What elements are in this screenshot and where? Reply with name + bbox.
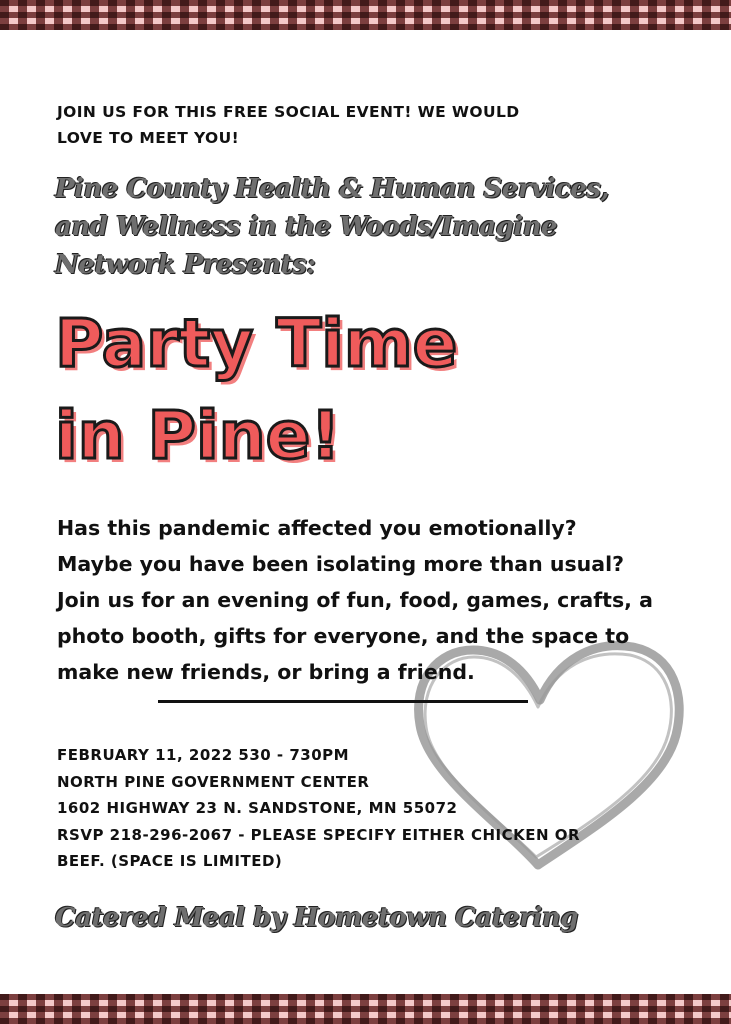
description-line: Has this pandemic affected you emotionally? xyxy=(57,516,577,540)
event-venue: NORTH PINE GOVERNMENT CENTER xyxy=(57,772,370,791)
presenters-line: Pine County Health & Human Services, xyxy=(55,174,610,204)
description-line: photo booth, gifts for everyone, and the space to xyxy=(57,624,630,648)
event-rsvp: RSVP 218-296-2067 - PLEASE SPECIFY EITHER CHICKEN OR xyxy=(57,825,581,844)
event-date-time: FEBRUARY 11, 2022 530 - 730PM xyxy=(57,746,350,764)
divider-line xyxy=(158,700,528,703)
invitation-text xyxy=(57,99,597,151)
event-address: 1602 HIGHWAY 23 N. SANDSTONE, MN 55072 xyxy=(57,799,458,817)
presenters-text xyxy=(55,170,655,284)
description-line: Maybe you have been isolating more than usual? xyxy=(57,552,625,576)
event-title xyxy=(55,298,675,482)
invitation-line: LOVE TO MEET YOU! xyxy=(57,129,240,147)
presenters-line: and Wellness in the Woods/Imagine xyxy=(55,212,558,242)
event-rsvp-note: BEEF. (SPACE IS LIMITED) xyxy=(57,852,283,870)
invitation-line: JOIN US FOR THIS FREE SOCIAL EVENT! WE WOULD xyxy=(57,103,520,121)
top-checkered-border xyxy=(0,0,731,30)
catering-credit: Catered Meal by Hometown Catering xyxy=(55,903,578,933)
description-line: make new friends, or bring a friend. xyxy=(57,660,475,684)
event-title-line: Party Time xyxy=(55,305,458,382)
presenters-line: Network Presents: xyxy=(55,250,316,280)
event-description xyxy=(57,510,717,690)
event-details xyxy=(57,742,697,875)
description-line: Join us for an evening of fun, food, games, crafts, a xyxy=(57,588,653,612)
bottom-checkered-border xyxy=(0,994,731,1024)
event-title-line: in Pine! xyxy=(55,397,341,474)
